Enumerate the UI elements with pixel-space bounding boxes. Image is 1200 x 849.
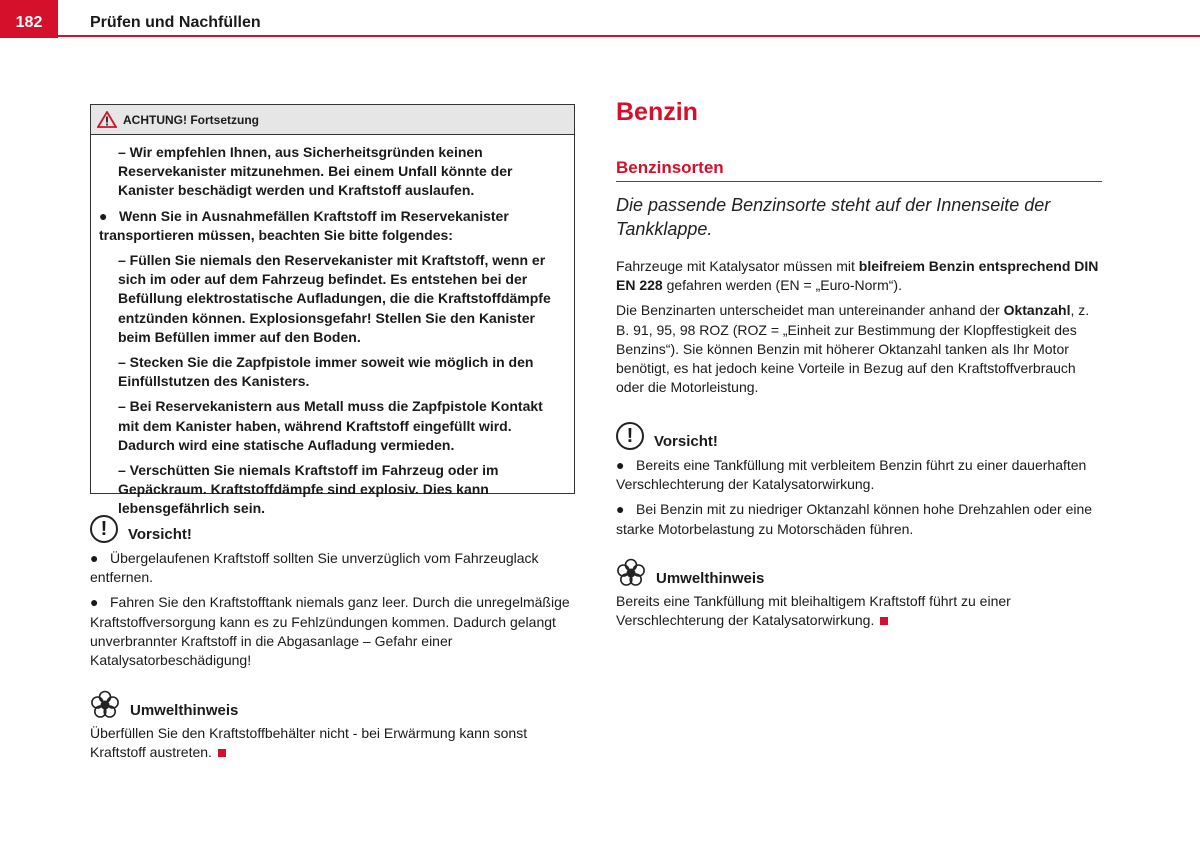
warning-box-header bbox=[91, 105, 574, 135]
right-env-section bbox=[616, 558, 1106, 630]
left-env-section bbox=[90, 690, 580, 762]
header-rule bbox=[58, 35, 1200, 37]
subsection-rule bbox=[616, 181, 1102, 182]
left-caution-section bbox=[90, 515, 580, 676]
list-item: ● Fahren Sie den Kraftstofftank niemals ganz leer. Durch die unregelmäßige Kraftstoffversorgung kann es zu Fehlzündungen kommen. Dadurch gelangt unverbrannter Kraftstoff in die Abgasanlage – Gefahr einer Katalysatorbeschädigung! bbox=[90, 594, 570, 669]
page-number: 182 bbox=[0, 0, 58, 38]
warning-box-title: ACHTUNG! Fortsetzung bbox=[123, 112, 259, 127]
warning-line: – Wir empfehlen Ihnen, aus Sicherheitsgründen keinen Reservekanister mitzunehmen. Bei einem Unfall könnte der Kanister beschädigt werden und Kraftstoff auslaufen. bbox=[118, 144, 513, 199]
subsection-heading: Benzinsorten bbox=[616, 158, 724, 177]
lead-text: Die passende Benzinsorte steht auf der Innenseite der Tankklappe. bbox=[616, 195, 1051, 239]
warning-triangle-icon bbox=[97, 111, 117, 128]
section-heading: Benzin bbox=[616, 98, 698, 126]
env-body: Bereits eine Tankfüllung mit bleihaltigem Kraftstoff führt zu einer Verschlechterung der Katalysatorwirkung. bbox=[616, 593, 1011, 629]
warning-box bbox=[90, 104, 575, 517]
warning-box-body bbox=[91, 135, 574, 519]
env-header bbox=[90, 690, 580, 720]
end-marker-icon bbox=[218, 749, 226, 757]
bullet-icon: ● bbox=[616, 501, 625, 518]
warning-line: – Füllen Sie niemals den Reservekanister mit Kraftstoff, wenn er sich im oder auf dem Fahrzeug befindet. Es entstehen bei der Befüllung elektrostatische Aufladungen, die die Kraftstoffdämpfe entzünden können. Explosionsgefahr! Stellen Sie den Kanister beim Befüllen immer auf den Boden. bbox=[118, 252, 551, 345]
caution-icon: ! bbox=[616, 422, 644, 450]
env-header bbox=[616, 558, 1106, 588]
caution-body bbox=[616, 456, 1106, 539]
caution-header bbox=[90, 515, 580, 543]
paragraph: Die Benzinarten unterscheidet man untereinander anhand der Oktanzahl, z. B. 91, 95, 98 ROZ (ROZ = „Einheit zur Bestimmung der Klopffestigkeit des Benzins“). Sie können Benzin mit höherer Oktanzahl tanken als Ihr Motor benötigt, es hat jedoch keine Vorteile in Bezug auf den Kraftstoffverbrauch oder die Motorleistung. bbox=[616, 302, 1090, 396]
caution-header bbox=[616, 422, 1106, 450]
warning-line: – Stecken Sie die Zapfpistole immer soweit wie möglich in den Einfüllstutzen des Kanisters. bbox=[118, 354, 534, 390]
bullet-icon: ● bbox=[90, 550, 99, 566]
list-item: ● Übergelaufenen Kraftstoff sollten Sie unverzüglich vom Fahrzeuglack entfernen. bbox=[90, 550, 539, 586]
caution-title: Vorsicht! bbox=[128, 525, 192, 543]
env-body: Überfüllen Sie den Kraftstoffbehälter nicht - bei Erwärmung kann sonst Kraftstoff austreten. bbox=[90, 725, 528, 761]
end-marker-icon bbox=[880, 617, 888, 625]
bullet-icon: ● bbox=[99, 207, 108, 224]
paragraph: Fahrzeuge mit Katalysator müssen mit bleifreiem Benzin entsprechend DIN EN 228 gefahren werden (EN = „Euro-Norm“). bbox=[616, 258, 1099, 294]
warning-line: – Bei Reservekanistern aus Metall muss die Zapfpistole Kontakt mit dem Kanister haben, während Kraftstoff eingefüllt wird. Dadurch wird eine statische Aufladung vermieden. bbox=[118, 398, 543, 453]
page-header-title: Prüfen und Nachfüllen bbox=[90, 14, 261, 31]
right-body bbox=[616, 257, 1102, 403]
warning-line: Wenn Sie in Ausnahmefällen Kraftstoff im Reservekanister transportieren müssen, beachten Sie bitte folgendes: bbox=[99, 207, 509, 243]
caution-icon: ! bbox=[90, 515, 118, 543]
bullet-icon: ● bbox=[616, 457, 625, 473]
bullet-icon: ● bbox=[90, 594, 99, 611]
warning-bullet-line bbox=[99, 207, 566, 245]
list-item: ● Bei Benzin mit zu niedriger Oktanzahl können hohe Drehzahlen oder eine starke Motorbelastung zu Motorschäden führen. bbox=[616, 501, 1093, 537]
caution-title: Vorsicht! bbox=[654, 432, 718, 450]
env-title: Umwelthinweis bbox=[130, 701, 239, 719]
flower-icon bbox=[616, 558, 646, 588]
right-caution-section bbox=[616, 422, 1106, 545]
warning-line: – Verschütten Sie niemals Kraftstoff im Fahrzeug oder im Gepäckraum. Kraftstoffdämpfe sind explosiv. Dies kann lebensgefährlich sein. bbox=[118, 462, 499, 517]
env-title: Umwelthinweis bbox=[656, 569, 765, 587]
list-item: ● Bereits eine Tankfüllung mit verbleitem Benzin führt zu einer dauerhaften Verschlechterung der Katalysatorwirkung. bbox=[616, 457, 1087, 493]
caution-body bbox=[90, 549, 580, 670]
flower-icon bbox=[90, 690, 120, 720]
